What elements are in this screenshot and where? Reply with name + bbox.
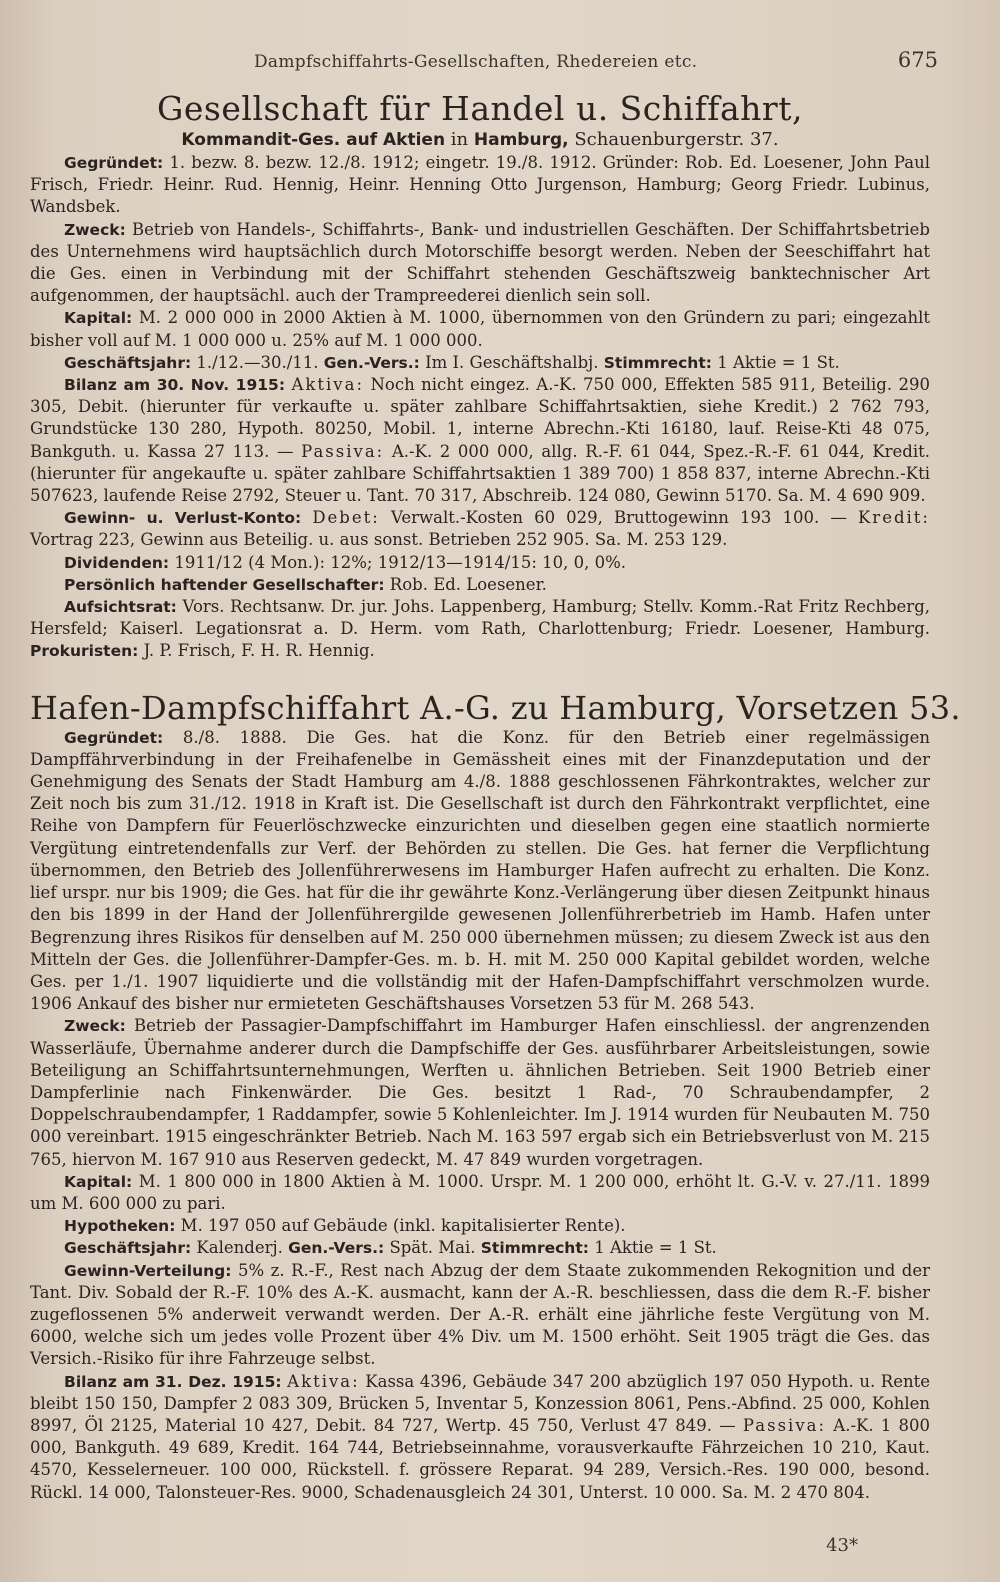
section-geschaeftsjahr (30, 1237, 930, 1259)
label-stimmrecht: Stimmrecht: (480, 1239, 589, 1258)
text-stimmrecht: 1 Aktie = 1 St. (717, 352, 840, 372)
section-divider (30, 663, 930, 689)
label-gegruendet: Gegründet: (64, 154, 164, 172)
label-gegruendet: Gegründet: (64, 728, 164, 747)
text-hypotheken: M. 197 050 auf Gebäude (inkl. kapitalisierter Rente). (180, 1216, 626, 1236)
text-gegruendet: 8./8. 1888. Die Ges. hat die Konz. für den Betrieb einer regelmässigen Dampffährverbindung in der Freihafenelbe in Gemässheit eines mit der Finanzdeputation und der Genehmigung des Senats der Stadt Hamburg am 4./8. 1888 geschlossenen Fährkontraktes, welcher zur Zeit noch bis zum 31./12. 1918 in Kraft ist. Die Gesellschaft ist durch den Fährkontrakt verpflichtet, eine Reihe von Dampfern für Feuerlöschzwecke einzurichten und dieselben gegen eine staatlich normierte Vergütung eintretendenfalls zur Verf. der Behörden zu stellen. Die Ges. hat ferner die Verpflichtung übernommen, den Betrieb des Jollenführerwesens im Hamburger Hafen aufrecht zu erhalten. Die Konz. lief urspr. nur bis 1909; die Ges. hat für die ihr gewährte Konz.-Verlängerung über diesen Zeitpunkt hinaus den bis 1899 in der Hand der Jollenführergilde gewesenen Jollenführerbetrieb im Hamb. Hafen unter Begrenzung ihres Risikos für denselben auf M. 250 000 übernehmen müssen; zu diesem Zweck ist aus den Mitteln der Ges. die Jollenführer-Dampfer-Ges. m. b. H. mit M. 250 000 Kapital gebildet worden, welche Ges. per 1./1. 1907 liquidierte und die vollständig mit der Hafen-Dampfschiffahrt verschmolzen wurde. 1906 Ankauf des bisher nur ermieteten Geschäftshauses Vorsetzen 53 für M. 268 543. (30, 727, 930, 1014)
text-stimmrecht: 1 Aktie = 1 St. (594, 1238, 717, 1258)
section-gewinn-verlust (30, 507, 930, 551)
section-geschaeftsjahr (30, 352, 930, 374)
label-gewinn-verteilung: Gewinn-Verteilung: (64, 1261, 232, 1280)
page-header (30, 48, 938, 76)
section-gegruendet (30, 727, 930, 1016)
label-prokuristen: Prokuristen: (30, 642, 139, 661)
sheet-signature: 43* (826, 1535, 858, 1556)
text-gen-vers: Im I. Geschäftshalbj. (425, 352, 599, 372)
label-stimmrecht: Stimmrecht: (603, 353, 712, 372)
text-aktiva: Noch nicht eingez. A.-K. 750 000, Effekten 585 911, Beteilig. 290 305, Debit. (hierunter für verkaufte u. später zahlbare Schiffahrtsaktien, siehe Kredit.) 2 762 793, Grundstücke 130 280, Hypoth. 80250, Mobil. 1, interne Abrechn.-Kti 16180, lauf. Reise-Kti 48 075, Bankguth. u. Kassa 27 113. — (30, 375, 931, 461)
label-hypotheken: Hypotheken: (64, 1217, 176, 1236)
label-zweck: Zweck: (64, 220, 126, 239)
section-aufsichtsrat (30, 596, 930, 663)
section-bilanz (30, 374, 930, 507)
section-dividenden (30, 552, 930, 574)
text-aktiva: Kassa 4396, Gebäude 347 200 abzüglich 197 050 Hypoth. u. Rente bleibt 150 150, Dampfer 2 083 309, Brücken 5, Inventar 5, Konzession 8061, Pens.-Abfind. 25 000, Kohlen 8997, Öl 2125, Material 10 427, Debit. 84 727, Wertp. 45 750, Verlust 47 849. — (30, 1371, 930, 1435)
section-gewinn-verteilung (30, 1260, 930, 1371)
word-debet: Debet: (312, 508, 380, 528)
label-gen-vers: Gen.-Vers.: (323, 353, 420, 372)
address: Schauenburgerstr. 37. (574, 129, 779, 150)
text-zweck: Betrieb der Passagier-Dampfschiffahrt im Hamburger Hafen einschliessl. der angrenzenden Wasserläufe, Übernahme anderer durch die Dampfschiffe der Ges. ausführbarer Arbeitsleistungen, sowie Beteiligung an Schiffahrtsunternehmungen, Werften u. ähnlichen Betrieben. Seit 1900 Betrieb einer Dampferlinie nach Finkenwärder. Die Ges. besitzt 1 Rad-, 70 Schraubendampfer, 2 Doppelschraubendampfer, 1 Raddampfer, sowie 5 Kohlenleichter. Im J. 1914 wurden für Neubauten M. 750 000 vereinbart. 1915 eingeschränkter Betrieb. Nach M. 163 597 ergab sich ein Betriebsverlust von M. 215 765, hiervon M. 167 910 aus Reserven gedeckt, M. 47 849 wurden vorgetragen. (30, 1016, 931, 1169)
text-zweck: Betrieb von Handels-, Schiffahrts-, Bank- und industriellen Geschäften. Der Schiffahrtsbetrieb des Unternehmens wird hauptsächlich durch Motorschiffe besorgt werden. Neben der Seeschiffahrt hat die Ges. einen in Verbindung mit der Schiffahrt stehenden Geschäftszweig banktechnischer Art aufgenommen, der hauptsächl. auch der Trampreederei dienlich sein soll. (30, 219, 930, 306)
entry-hafen-dampfschiffahrt (30, 688, 961, 1504)
page-number: 675 (897, 48, 938, 72)
label-geschaeftsjahr: Geschäftsjahr: (64, 1239, 192, 1258)
label-dividenden: Dividenden: (64, 553, 170, 572)
entry-title: Gesellschaft für Handel u. Schiffahrt, (157, 89, 803, 128)
label-persoenlich-haftender: Persönlich haftender Gesellschafter: (64, 575, 385, 594)
text-geschaeftsjahr: Kalenderj. (196, 1238, 283, 1258)
text-prokuristen: J. P. Frisch, F. H. R. Hennig. (143, 641, 375, 661)
section-zweck (30, 1015, 930, 1170)
text-kapital: M. 2 000 000 in 2000 Aktien à M. 1000, übernommen von den Gründern zu pari; eingezahlt bisher voll auf M. 1 000 000 u. 25% auf M. 1 000 000. (30, 308, 931, 350)
text-passiva: A.-K. 1 800 000, Bankguth. 49 689, Kredit. 164 744, Betriebseinnahme, vorausverkaufte Fährzeichen 10 210, Kaut. 4570, Kesselerneuer. 100 000, Rückstell. f. grössere Reparat. 94 289, Versich.-Res. 190 000, besond. Rückl. 14 000, Talonsteuer-Res. 9000, Schadenausgleich 24 301, Unterst. 10 000. Sa. M. 2 470 804. (30, 1415, 930, 1502)
label-kapital: Kapital: (64, 1172, 133, 1191)
word-aktiva: Aktiva: (287, 1371, 360, 1391)
label-gewinn-verlust: Gewinn- u. Verlust-Konto: (64, 509, 302, 528)
section-hypotheken (30, 1215, 930, 1237)
label-gen-vers: Gen.-Vers.: (288, 1239, 385, 1258)
section-bilanz (30, 1371, 930, 1504)
entry-title: Hafen-Dampfschiffahrt A.-G. zu Hamburg, Vorsetzen 53. (30, 688, 961, 727)
subtitle-in: in (450, 129, 469, 150)
entry-gesellschaft-fuer-handel (30, 90, 930, 663)
text-debet: Verwalt.-Kosten 60 029, Bruttogewinn 193 100. — (390, 508, 847, 528)
text-aufsichtsrat: Vors. Rechtsanw. Dr. jur. Johs. Lappenberg, Hamburg; Stellv. Komm.-Rat Fritz Rechberg, Hersfeld; Kaiserl. Legationsrat a. D. Herm. vom Rath, Charlottenburg; Friedr. Loesener, Hamburg. (30, 597, 930, 639)
text-dividenden: 1911/12 (4 Mon.): 12%; 1912/13—1914/15: 10, 0, 0%. (174, 552, 627, 572)
text-geschaeftsjahr: 1./12.—30./11. (196, 352, 319, 372)
word-passiva: Passiva: (742, 1415, 827, 1435)
section-gegruendet (30, 152, 930, 219)
text-passiva: A.-K. 2 000 000, allg. R.-F. 61 044, Spez.-R.-F. 61 044, Kredit. (hierunter für angekaufte u. später zahlbare Schiffahrtsaktien 1 389 700) 1 858 837, interne Abrechn.-Kti 507623, laufende Reise 2792, Steuer u. Tant. 70 317, Abschreib. 124 080, Gewinn 5170. Sa. M. 4 690 909. (30, 441, 931, 506)
section-zweck (30, 219, 930, 308)
text-kredit: Vortrag 223, Gewinn aus Beteilig. u. aus sonst. Betrieben 252 905. Sa. M. 253 129. (30, 530, 728, 550)
word-kredit: Kredit: (857, 508, 930, 528)
page-content (30, 89, 961, 1504)
text-gewinn-verteilung: 5% z. R.-F., Rest nach Abzug der dem Staate zukommenden Rekognition und der Tant. Div. Sobald der R.-F. 10% des A.-K. ausmacht, kann der A.-R. beschliessen, dass die dem R.-F. bisher zugeflossenen 5% anderweit verwandt werden. Der A.-R. erhält eine jährliche feste Vergütung von M. 6000, welche sich um jedes volle Prozent über 4% Div. um M. 1500 erhöht. Seit 1905 trägt die Ges. das Versich.-Risiko für ihre Fahrzeuge selbst. (30, 1260, 930, 1369)
city: Hamburg, (473, 130, 569, 150)
label-geschaeftsjahr: Geschäftsjahr: (64, 353, 192, 372)
label-kapital: Kapital: (64, 309, 133, 328)
label-aufsichtsrat: Aufsichtsrat: (64, 598, 177, 617)
entry-subtitle (30, 128, 930, 152)
text-gen-vers: Spät. Mai. (389, 1238, 476, 1258)
section-kapital (30, 1171, 930, 1215)
label-bilanz: Bilanz am 31. Dez. 1915: (64, 1372, 282, 1391)
section-persoenlich-haftender (30, 574, 930, 596)
running-head: Dampfschiffahrts-Gesellschaften, Rhedereien etc. (254, 52, 698, 72)
text-kapital: M. 1 800 000 in 1800 Aktien à M. 1000. Urspr. M. 1 200 000, erhöht lt. G.-V. v. 27./11. 1899 um M. 600 000 zu pari. (30, 1171, 930, 1213)
section-kapital (30, 307, 930, 351)
text-persoenlich-haftender: Rob. Ed. Loesener. (389, 574, 547, 594)
text-gegruendet: 1. bezw. 8. bezw. 12./8. 1912; eingetr. 19./8. 1912. Gründer: Rob. Ed. Loesener, John Paul Frisch, Friedr. Heinr. Rud. Hennig, Heinr. Henning Otto Jurgenson, Hamburg; Georg Friedr. Lubinus, Wandsbek. (30, 153, 930, 217)
label-zweck: Zweck: (64, 1017, 126, 1036)
word-passiva: Passiva: (301, 441, 385, 461)
word-aktiva: Aktiva: (291, 375, 365, 395)
label-bilanz: Bilanz am 30. Nov. 1915: (64, 376, 286, 395)
legal-form: Kommandit-Ges. auf Aktien (181, 130, 446, 150)
